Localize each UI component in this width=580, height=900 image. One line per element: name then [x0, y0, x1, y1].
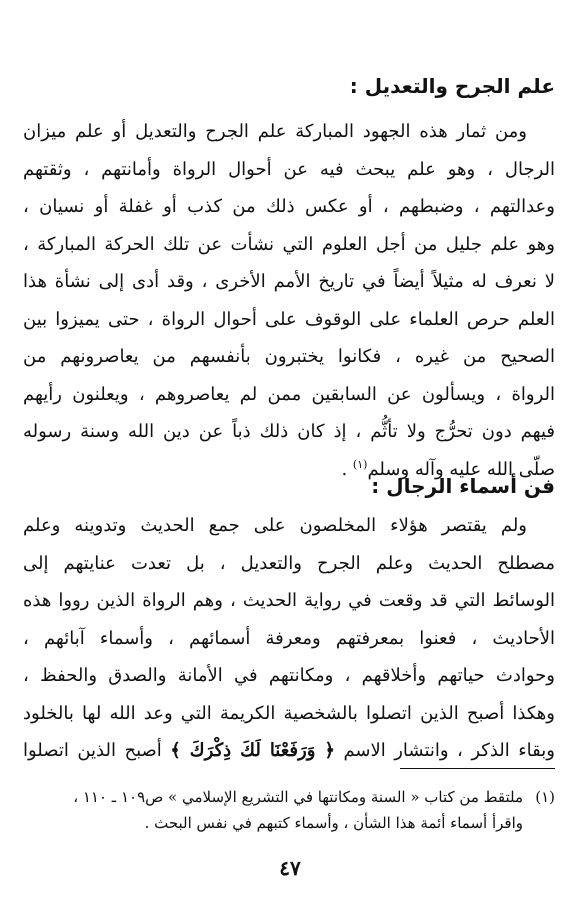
- text-fragment: وبقاء الذكر ، وانتشار الاسم: [343, 740, 555, 761]
- footnote-line: [23, 784, 555, 810]
- text-line: لا نعرف له مثيلاً أيضاً في تاريخ الأمم الأخرى ، وقد أدى إلى نشأة هذا: [23, 271, 555, 292]
- paragraph-asma-rijal: [23, 507, 555, 770]
- text-line: ولم يقتصر هؤلاء المخلصون على جمع الحديث وتدوينه وعلم: [23, 515, 527, 536]
- text-line: الوسائط التي قد وقعت في رواية الحديث ، وهم الرواة الذين رووا هذه: [23, 590, 555, 611]
- text-line: الرواة ، ويسألون عن السابقين ممن لم يعاصروهم ، ويعلنون رأيهم: [23, 383, 555, 405]
- footnote-line: واقرأ أسماء أئمة هذا الشأن ، وأسماء كتبهم في نفس البحث .: [144, 814, 523, 832]
- text-fragment: صلّى الله عليه وآله وسلم: [367, 458, 555, 480]
- text-fragment: أصبح الذين اتصلوا: [23, 740, 162, 761]
- text-line: ومن ثمار هذه الجهود المباركة علم الجرح والتعديل أو علم ميزان: [23, 121, 527, 142]
- text-line: الرجال ، وهو علم يبحث فيه عن أحوال الرواة وأمانتهم ، وثقتهم: [23, 158, 555, 180]
- text-line: وهكذا أصبح الذين اتصلوا بالشخصية الكريمة التي وعد الله لها بالخلود: [23, 702, 555, 724]
- paragraph-jarh-tadil: [23, 113, 555, 488]
- footnote: [23, 784, 555, 836]
- text-line: وهو علم جليل من أجل العلوم التي نشأت عن تلك الحركة المباركة ،: [23, 233, 555, 255]
- footnote-text: ملتقط من كتاب « السنة ومكانتها في التشريع الإسلامي » ص١٠٩ ـ ١١٠ ،: [73, 788, 523, 806]
- text-line: الصحيح من غيره ، فكانوا يختبرون بأنفسهم من يعاصرونهم من: [23, 346, 555, 367]
- text-line: فيهم دون تحرُّج ولا تأثُّم ، إذ كان ذلك ذباً عن دين الله وسنة رسوله: [23, 421, 555, 442]
- text-line: وعدالتهم ، وضبطهم ، أو عكس ذلك من كذب أو غفلة أو نسيان ،: [23, 196, 555, 217]
- page-number: ٤٧: [279, 856, 301, 880]
- text-line: العلم حرص العلماء على الوقوف على أحوال الرواة ، حتى يميزوا بين: [23, 308, 555, 330]
- text-line: مصطلح الحديث وعلم الجرح والتعديل ، بل تعدت عنايتهم إلى: [23, 552, 555, 574]
- footnote-separator: [400, 768, 555, 769]
- footnote-reference: (١): [352, 457, 368, 471]
- section-heading-asma-rijal: فن أسماء الرجال :: [371, 474, 555, 498]
- footnote-number: (١): [535, 788, 555, 806]
- text-line: الأحاديث ، فعنوا بمعرفتهم ومعرفة أسمائهم ، وأسماء آبائهم ،: [23, 627, 555, 649]
- text-fragment: .: [341, 458, 353, 480]
- quran-verse: ﴿ وَرَفَعْنَا لَكَ ذِكْرَكَ ﴾: [170, 740, 335, 761]
- text-line-last: [23, 732, 555, 770]
- text-line: وحوادث حياتهم وأخلاقهم ، ومكانتهم في الأمانة والصدق والحفظ ،: [23, 665, 555, 686]
- section-heading-jarh-tadil: علم الجرح والتعديل :: [349, 74, 555, 98]
